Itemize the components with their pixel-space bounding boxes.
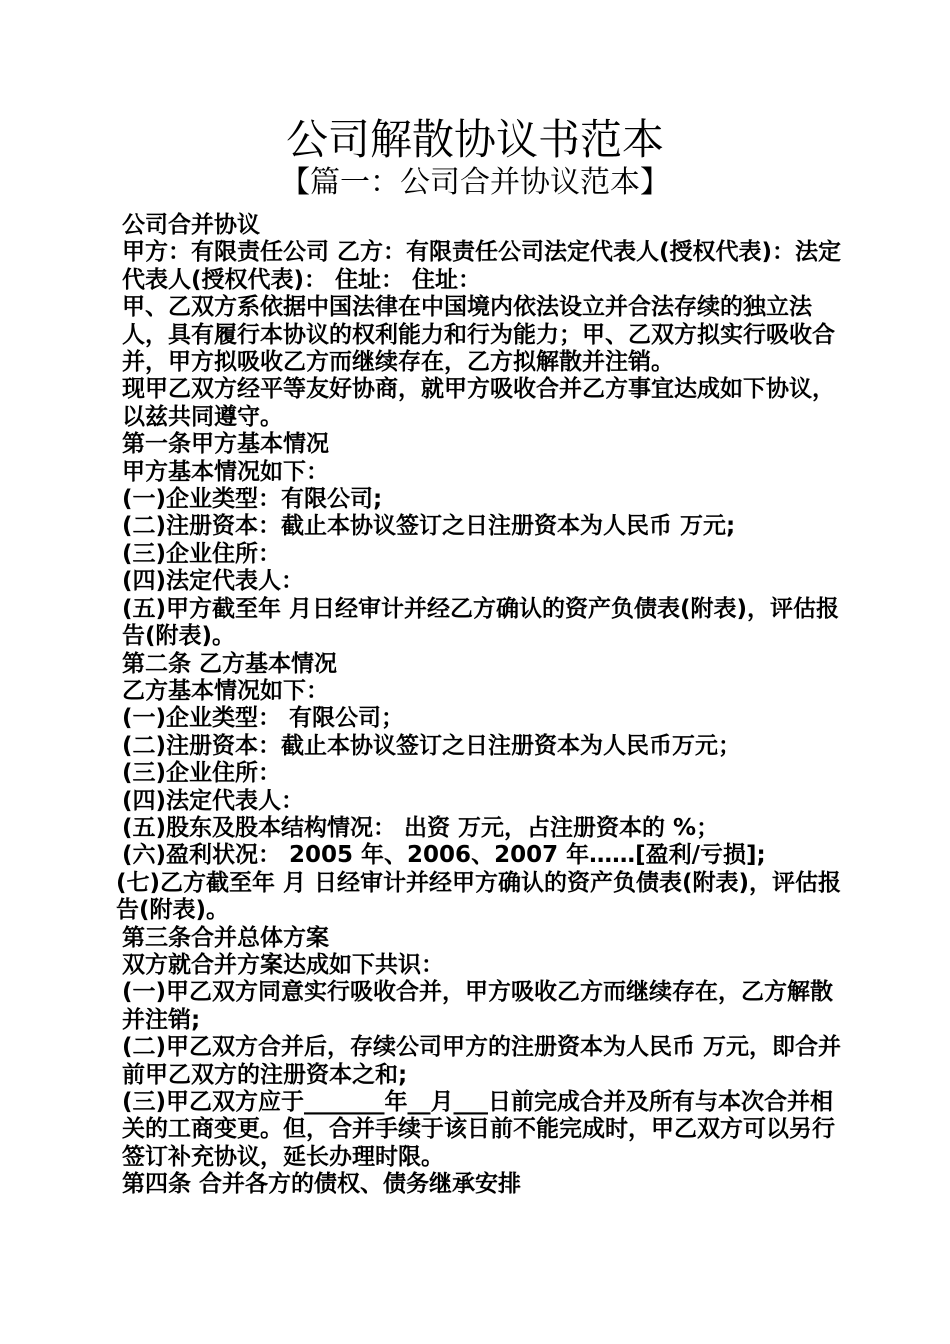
paragraph: (二)甲乙双方合并后，存续公司甲方的注册资本为人民币 万元，即合并前甲乙双方的注册资本之和; <box>122 1034 842 1088</box>
paragraph: (三)企业住所： <box>122 540 282 567</box>
paragraph: (二)注册资本：截止本协议签订之日注册资本为人民币万元； <box>122 732 742 759</box>
paragraph: 甲方基本情况如下： <box>122 458 329 485</box>
paragraph: (一)甲乙双方同意实行吸收合并，甲方吸收乙方而继续存在，乙方解散并注销; <box>122 979 834 1033</box>
paragraph: (四)法定代表人： <box>122 568 305 595</box>
paragraph: (五)股东及股本结构情况： 出资 万元，占注册资本的 %； <box>122 814 720 841</box>
paragraph: 第二条 乙方基本情况 <box>122 650 338 677</box>
document-title: 公司解散协议书范本 <box>285 115 664 164</box>
paragraph: (三)企业住所： <box>122 760 282 787</box>
document-body <box>116 212 846 1199</box>
paragraph: 第一条甲方基本情况 <box>122 431 329 458</box>
paragraph: 现甲乙双方经平等友好协商，就甲方吸收合并乙方事宜达成如下协议，以兹共同遵守。 <box>122 376 835 430</box>
paragraph: (一)企业类型：有限公司; <box>122 486 383 513</box>
paragraph: 公司合并协议 <box>122 212 260 238</box>
paragraph: 第四条 合并各方的债权、债务继承安排 <box>122 1171 522 1198</box>
paragraph: 第三条合并总体方案 <box>122 924 329 951</box>
paragraph: 乙方基本情况如下： <box>122 677 329 704</box>
paragraph: (三)甲乙双方应于_______年__月___日前完成合并及所有与本次合并相关的工商变更。但，合并手续于该日前不能完成时，甲乙双方可以另行签订补充协议，延长办理时限。 <box>122 1089 835 1170</box>
paragraph: 甲、乙双方系依据中国法律在中国境内依法设立并合法存续的独立法人，具有履行本协议的权利能力和行为能力；甲、乙双方拟实行吸收合并，甲方拟吸收乙方而继续存在，乙方拟解散并注销。 <box>122 294 835 376</box>
paragraph: (七)乙方截至年 月 日经审计并经甲方确认的资产负债表(附表)，评估报告(附表)。 <box>116 869 842 924</box>
paragraph: (二)注册资本：截止本协议签订之日注册资本为人民币 万元; <box>122 513 736 540</box>
paragraph: 双方就合并方案达成如下共识： <box>122 951 444 978</box>
document-subtitle: 【篇一：公司合并协议范本】 <box>280 165 670 200</box>
paragraph: (四)法定代表人： <box>122 787 305 814</box>
paragraph: 甲方：有限责任公司 乙方：有限责任公司法定代表人(授权代表)：法定代表人(授权代表)： 住址： 住址： <box>122 239 842 293</box>
paragraph: (一)企业类型： 有限公司； <box>122 705 405 732</box>
paragraph: (六)盈利状况： 2005 年、2006、2007 年……[盈利/亏损]; <box>122 842 766 869</box>
paragraph: (五)甲方截至年 月日经审计并经乙方确认的资产负债表(附表)，评估报告(附表)。 <box>122 595 840 650</box>
